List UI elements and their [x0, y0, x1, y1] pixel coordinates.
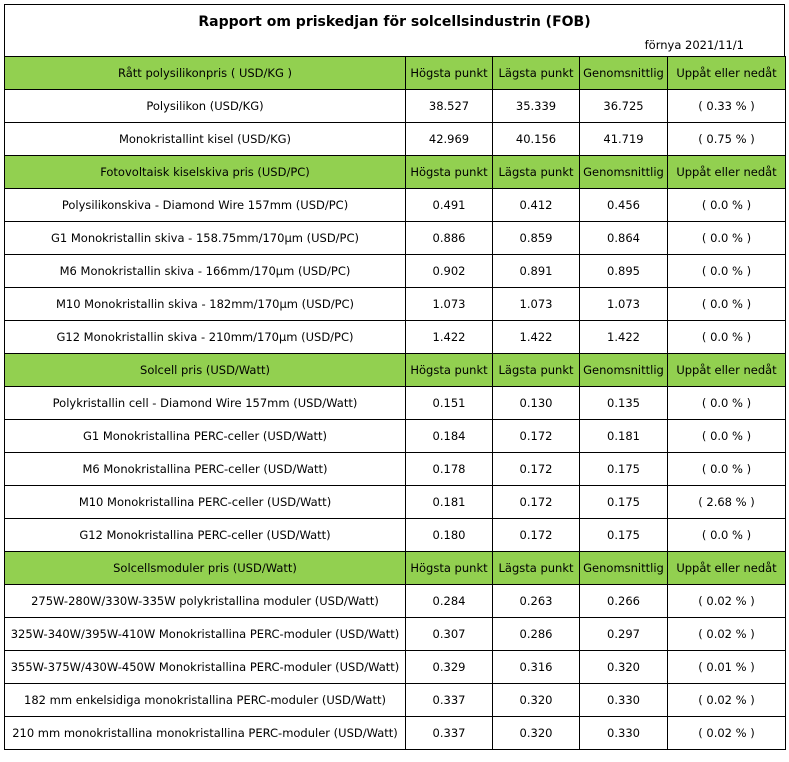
item-cell: 182 mm enkelsidiga monokristallina PERC-moduler (USD/Watt) — [5, 684, 406, 717]
average-cell: 0.320 — [580, 651, 668, 684]
high-cell: 42.969 — [406, 123, 493, 156]
low-cell: 0.172 — [493, 420, 580, 453]
low-cell: 0.412 — [493, 189, 580, 222]
change-cell: ( 0.0 % ) — [668, 387, 786, 420]
high-cell: 0.178 — [406, 453, 493, 486]
low-cell: 0.859 — [493, 222, 580, 255]
table-row — [5, 189, 786, 222]
low-cell: 1.422 — [493, 321, 580, 354]
high-cell: 0.491 — [406, 189, 493, 222]
high-cell: 0.184 — [406, 420, 493, 453]
high-cell: 0.902 — [406, 255, 493, 288]
high-cell: 0.181 — [406, 486, 493, 519]
average-cell: 1.073 — [580, 288, 668, 321]
table-row — [5, 288, 786, 321]
low-cell: 1.073 — [493, 288, 580, 321]
average-cell: 0.895 — [580, 255, 668, 288]
average-header: Genomsnittlig — [580, 354, 668, 387]
change-header: Uppåt eller nedåt — [668, 156, 786, 189]
low-cell: 0.320 — [493, 717, 580, 750]
section-title: Rått polysilikonpris ( USD/KG ) — [5, 57, 406, 90]
change-cell: ( 0.0 % ) — [668, 453, 786, 486]
change-cell: ( 0.02 % ) — [668, 717, 786, 750]
average-cell: 36.725 — [580, 90, 668, 123]
low-cell: 0.320 — [493, 684, 580, 717]
item-cell: M6 Monokristallina PERC-celler (USD/Watt) — [5, 453, 406, 486]
table-row — [5, 453, 786, 486]
low-cell: 0.172 — [493, 519, 580, 552]
high-cell: 0.329 — [406, 651, 493, 684]
change-cell: ( 0.01 % ) — [668, 651, 786, 684]
table-row — [5, 585, 786, 618]
item-cell: 325W-340W/395W-410W Monokristallina PERC-moduler (USD/Watt) — [5, 618, 406, 651]
section-title: Fotovoltaisk kiselskiva pris (USD/PC) — [5, 156, 406, 189]
average-cell: 0.175 — [580, 453, 668, 486]
high-header: Högsta punkt — [406, 57, 493, 90]
low-header: Lägsta punkt — [493, 57, 580, 90]
price-table-body — [5, 57, 786, 750]
change-cell: ( 0.0 % ) — [668, 222, 786, 255]
low-cell: 0.316 — [493, 651, 580, 684]
average-cell: 0.175 — [580, 486, 668, 519]
average-header: Genomsnittlig — [580, 156, 668, 189]
table-row — [5, 90, 786, 123]
low-cell: 0.172 — [493, 486, 580, 519]
change-cell: ( 0.0 % ) — [668, 321, 786, 354]
average-header: Genomsnittlig — [580, 552, 668, 585]
change-cell: ( 2.68 % ) — [668, 486, 786, 519]
change-cell: ( 0.75 % ) — [668, 123, 786, 156]
section-header-row — [5, 552, 786, 585]
item-cell: Polysilikon (USD/KG) — [5, 90, 406, 123]
change-cell: ( 0.0 % ) — [668, 255, 786, 288]
section-title: Solcellsmoduler pris (USD/Watt) — [5, 552, 406, 585]
item-cell: M6 Monokristallin skiva - 166mm/170μm (USD/PC) — [5, 255, 406, 288]
change-cell: ( 0.02 % ) — [668, 618, 786, 651]
report-header — [4, 4, 785, 56]
item-cell: M10 Monokristallina PERC-celler (USD/Watt) — [5, 486, 406, 519]
average-cell: 0.330 — [580, 717, 668, 750]
average-cell: 0.181 — [580, 420, 668, 453]
average-cell: 0.330 — [580, 684, 668, 717]
change-cell: ( 0.33 % ) — [668, 90, 786, 123]
table-row — [5, 222, 786, 255]
low-cell: 0.891 — [493, 255, 580, 288]
high-header: Högsta punkt — [406, 156, 493, 189]
section-header-row — [5, 57, 786, 90]
high-header: Högsta punkt — [406, 552, 493, 585]
item-cell: G12 Monokristallina PERC-celler (USD/Watt) — [5, 519, 406, 552]
average-cell: 41.719 — [580, 123, 668, 156]
change-header: Uppåt eller nedåt — [668, 552, 786, 585]
item-cell: Polykristallin cell - Diamond Wire 157mm (USD/Watt) — [5, 387, 406, 420]
high-cell: 0.337 — [406, 717, 493, 750]
average-cell: 0.135 — [580, 387, 668, 420]
low-cell: 0.286 — [493, 618, 580, 651]
item-cell: 275W-280W/330W-335W polykristallina moduler (USD/Watt) — [5, 585, 406, 618]
table-row — [5, 486, 786, 519]
item-cell: G1 Monokristallin skiva - 158.75mm/170μm (USD/PC) — [5, 222, 406, 255]
high-cell: 1.073 — [406, 288, 493, 321]
price-table — [4, 56, 786, 750]
average-header: Genomsnittlig — [580, 57, 668, 90]
table-row — [5, 387, 786, 420]
change-cell: ( 0.0 % ) — [668, 189, 786, 222]
average-cell: 1.422 — [580, 321, 668, 354]
average-cell: 0.864 — [580, 222, 668, 255]
price-report — [4, 4, 785, 750]
item-cell: G1 Monokristallina PERC-celler (USD/Watt) — [5, 420, 406, 453]
average-cell: 0.175 — [580, 519, 668, 552]
low-cell: 40.156 — [493, 123, 580, 156]
table-row — [5, 321, 786, 354]
high-cell: 0.180 — [406, 519, 493, 552]
change-cell: ( 0.02 % ) — [668, 585, 786, 618]
section-title: Solcell pris (USD/Watt) — [5, 354, 406, 387]
low-header: Lägsta punkt — [493, 354, 580, 387]
change-cell: ( 0.02 % ) — [668, 684, 786, 717]
table-row — [5, 519, 786, 552]
table-row — [5, 651, 786, 684]
change-header: Uppåt eller nedåt — [668, 354, 786, 387]
item-cell: M10 Monokristallin skiva - 182mm/170μm (USD/PC) — [5, 288, 406, 321]
low-header: Lägsta punkt — [493, 156, 580, 189]
report-date: förnya 2021/11/1 — [644, 38, 744, 52]
low-cell: 0.263 — [493, 585, 580, 618]
high-cell: 1.422 — [406, 321, 493, 354]
high-cell: 0.886 — [406, 222, 493, 255]
change-cell: ( 0.0 % ) — [668, 519, 786, 552]
high-cell: 0.337 — [406, 684, 493, 717]
item-cell: Monokristallint kisel (USD/KG) — [5, 123, 406, 156]
section-header-row — [5, 156, 786, 189]
table-row — [5, 618, 786, 651]
high-header: Högsta punkt — [406, 354, 493, 387]
item-cell: G12 Monokristallin skiva - 210mm/170μm (USD/PC) — [5, 321, 406, 354]
average-cell: 0.266 — [580, 585, 668, 618]
high-cell: 0.151 — [406, 387, 493, 420]
table-row — [5, 684, 786, 717]
high-cell: 0.284 — [406, 585, 493, 618]
high-cell: 38.527 — [406, 90, 493, 123]
item-cell: Polysilikonskiva - Diamond Wire 157mm (USD/PC) — [5, 189, 406, 222]
average-cell: 0.456 — [580, 189, 668, 222]
change-cell: ( 0.0 % ) — [668, 288, 786, 321]
table-row — [5, 717, 786, 750]
table-row — [5, 420, 786, 453]
item-cell: 210 mm monokristallina monokristallina PERC-moduler (USD/Watt) — [5, 717, 406, 750]
table-row — [5, 255, 786, 288]
section-header-row — [5, 354, 786, 387]
low-header: Lägsta punkt — [493, 552, 580, 585]
item-cell: 355W-375W/430W-450W Monokristallina PERC-moduler (USD/Watt) — [5, 651, 406, 684]
table-row — [5, 123, 786, 156]
low-cell: 35.339 — [493, 90, 580, 123]
low-cell: 0.172 — [493, 453, 580, 486]
average-cell: 0.297 — [580, 618, 668, 651]
low-cell: 0.130 — [493, 387, 580, 420]
change-cell: ( 0.0 % ) — [668, 420, 786, 453]
high-cell: 0.307 — [406, 618, 493, 651]
change-header: Uppåt eller nedåt — [668, 57, 786, 90]
report-title: Rapport om priskedjan för solcellsindustrin (FOB) — [198, 14, 591, 30]
